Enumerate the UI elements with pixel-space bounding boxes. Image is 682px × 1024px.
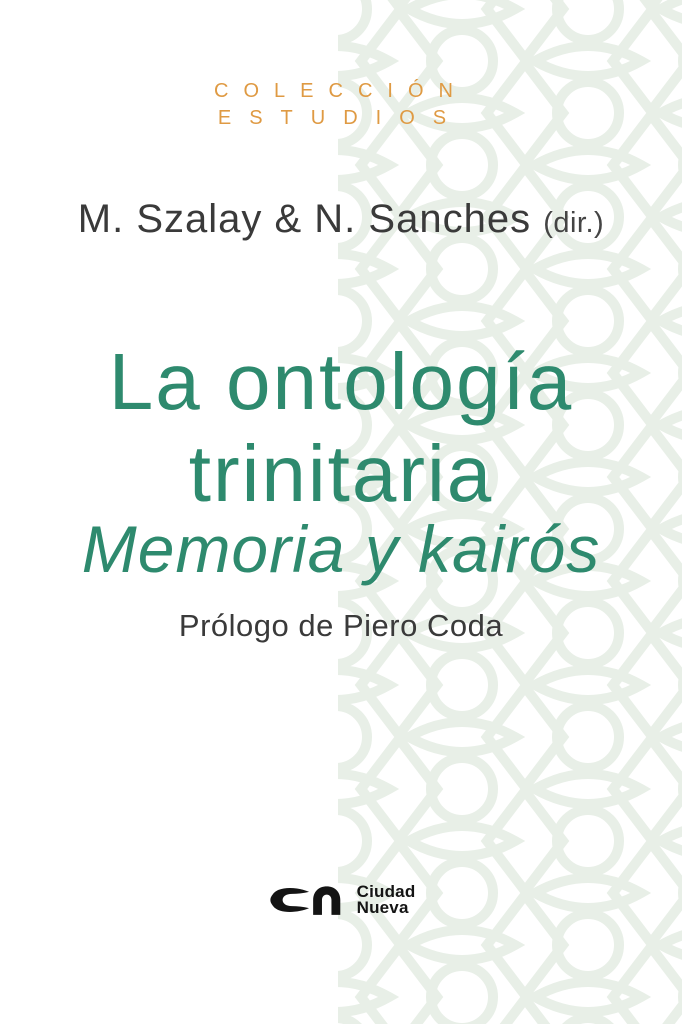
author-names: M. Szalay & N. Sanches <box>77 197 532 241</box>
book-title <box>0 336 682 520</box>
collection-line-2: ESTUDIOS <box>217 107 465 129</box>
cn-monogram-icon <box>267 885 343 915</box>
prologue-line: Prólogo de Piero Coda <box>178 608 504 643</box>
publisher-name-line-2: Nueva <box>356 897 409 917</box>
title-line-2: trinitaria <box>188 429 494 518</box>
title-line-1: La ontología <box>108 337 574 426</box>
book-subtitle: Memoria y kairós <box>81 512 601 586</box>
authors-suffix: (dir.) <box>543 207 605 239</box>
publisher-name-line-1: Ciudad <box>356 882 416 901</box>
publisher-logo <box>0 884 682 915</box>
authors-line <box>0 196 682 246</box>
collection-line-1: COLECCIÓN <box>214 80 468 102</box>
collection-label <box>0 78 682 132</box>
publisher-name <box>357 884 416 915</box>
